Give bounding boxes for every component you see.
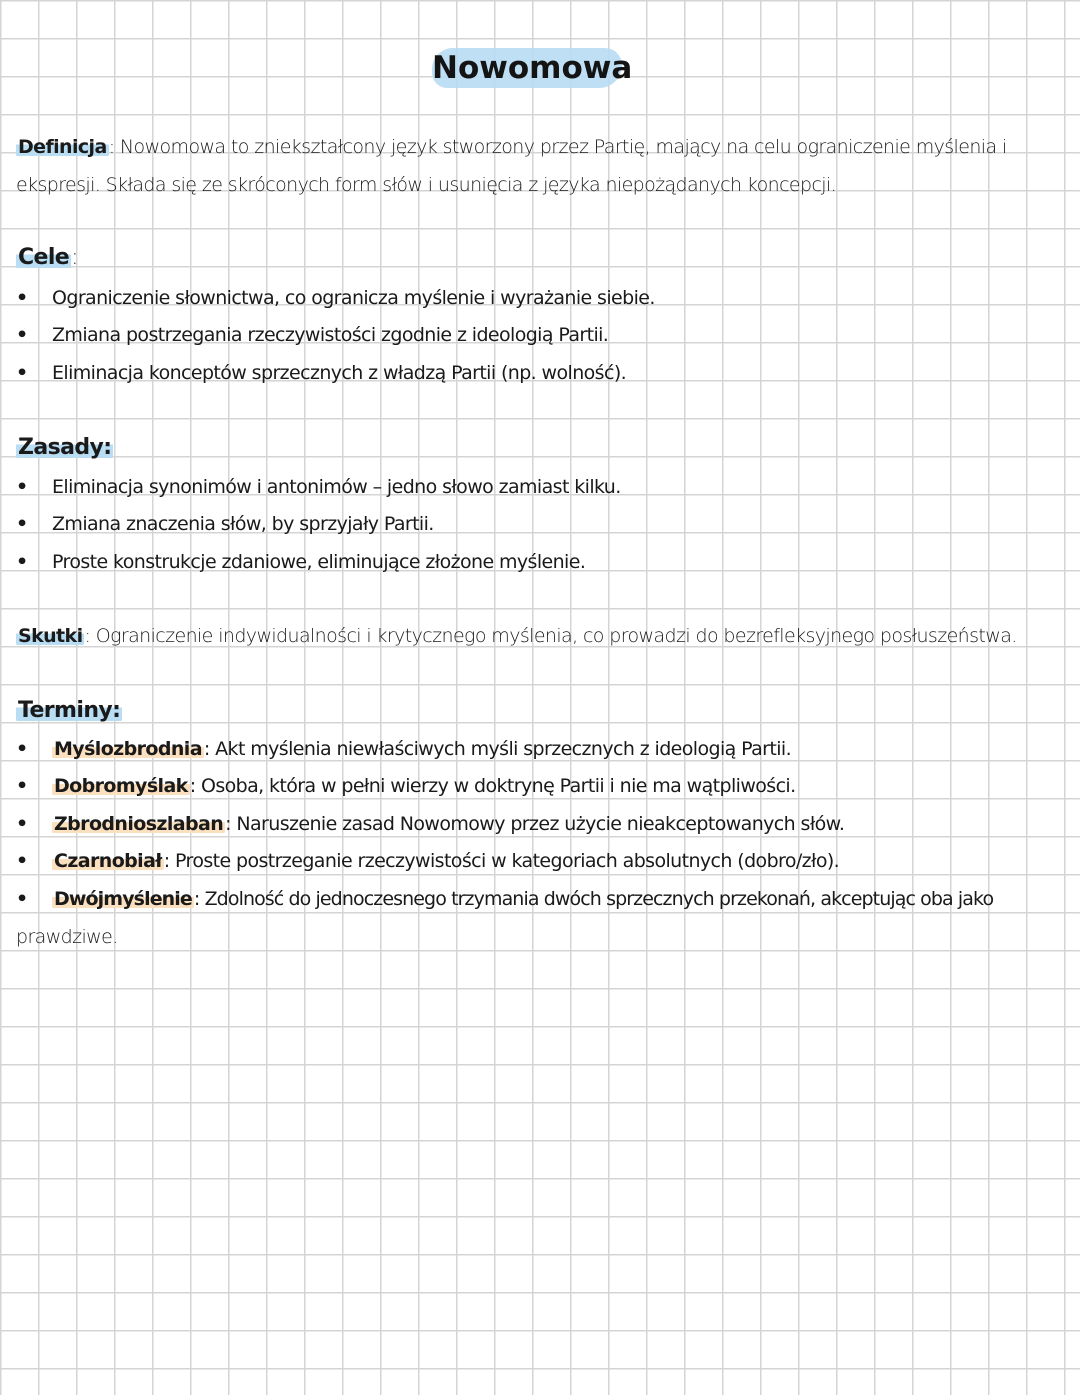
goal-item: Ograniczenie słownictwa, co ogranicza myślenie i wyrażanie siebie. <box>52 287 655 309</box>
term-name: Zbrodnioszlaban <box>54 813 224 835</box>
term-name: Czarnobiał <box>54 850 162 872</box>
term-definition: : Naruszenie zasad Nowomowy przez użycie nieakceptowanych słów. <box>225 813 845 835</box>
rule-item: Eliminacja synonimów i antonimów – jedno słowo zamiast kilku. <box>52 476 621 498</box>
term-item <box>52 847 839 875</box>
effects-label: Skutki <box>18 625 83 647</box>
bullet-icon: • <box>16 551 29 573</box>
rules-heading: Zasady: <box>18 435 112 460</box>
page-title: Nowomowa <box>432 50 633 86</box>
rule-item: Zmiana znaczenia słów, by sprzyjały Partii. <box>52 513 434 535</box>
effects-line <box>16 622 1017 650</box>
bullet-icon: • <box>16 324 29 346</box>
definition-text-1: : Nowomowa to zniekształcony język stworzony przez Partię, mający na celu ograniczenie myślenia i <box>108 136 1007 158</box>
definition-line-1 <box>16 133 1007 161</box>
bullet-icon: • <box>16 476 29 498</box>
rules-heading-line <box>16 434 113 462</box>
effects-text: : Ograniczenie indywidualności i krytycznego myślenia, co prowadzi do bezrefleksyjnego posłuszeństwa. <box>84 625 1017 647</box>
bullet-icon: • <box>16 888 29 910</box>
bullet-icon: • <box>16 513 29 535</box>
bullet-icon: • <box>16 362 29 384</box>
term-item <box>52 735 791 763</box>
term-definition: : Zdolność do jednoczesnego trzymania dwóch sprzecznych przekonań, akceptując oba jako <box>193 888 994 910</box>
goal-item: Eliminacja konceptów sprzecznych z władzą Partii (np. wolność). <box>52 362 627 384</box>
term-name: Myślozbrodnia <box>54 738 202 760</box>
terms-heading-line <box>16 697 122 725</box>
term-item <box>52 885 993 913</box>
definition-label: Definicja <box>18 136 107 158</box>
definition-text-2: ekspresji. Składa się ze skróconych form słów i usunięcia z języka niepożądanych koncepcji. <box>16 174 837 196</box>
goals-heading: Cele <box>18 245 70 270</box>
goals-heading-line <box>16 244 78 272</box>
bullet-icon: • <box>16 850 29 872</box>
goal-item: Zmiana postrzegania rzeczywistości zgodnie z ideologią Partii. <box>52 324 609 346</box>
bullet-icon: • <box>16 287 29 309</box>
term-definition-continuation: prawdziwe. <box>16 926 118 948</box>
term-item <box>52 810 844 838</box>
term-definition: : Akt myślenia niewłaściwych myśli sprzecznych z ideologią Partii. <box>203 738 792 760</box>
goals-heading-colon: : <box>71 245 78 270</box>
rule-item: Proste konstrukcje zdaniowe, eliminujące złożone myślenie. <box>52 551 586 573</box>
term-definition: : Osoba, która w pełni wierzy w doktrynę Partii i nie ma wątpliwości. <box>189 775 796 797</box>
terms-heading: Terminy: <box>18 698 121 723</box>
term-name: Dwójmyślenie <box>54 888 192 910</box>
bullet-icon: • <box>16 738 29 760</box>
term-name: Dobromyślak <box>54 775 188 797</box>
bullet-icon: • <box>16 813 29 835</box>
term-item <box>52 772 796 800</box>
term-definition: : Proste postrzeganie rzeczywistości w kategoriach absolutnych (dobro/zło). <box>163 850 840 872</box>
bullet-icon: • <box>16 775 29 797</box>
title-block <box>432 42 633 94</box>
